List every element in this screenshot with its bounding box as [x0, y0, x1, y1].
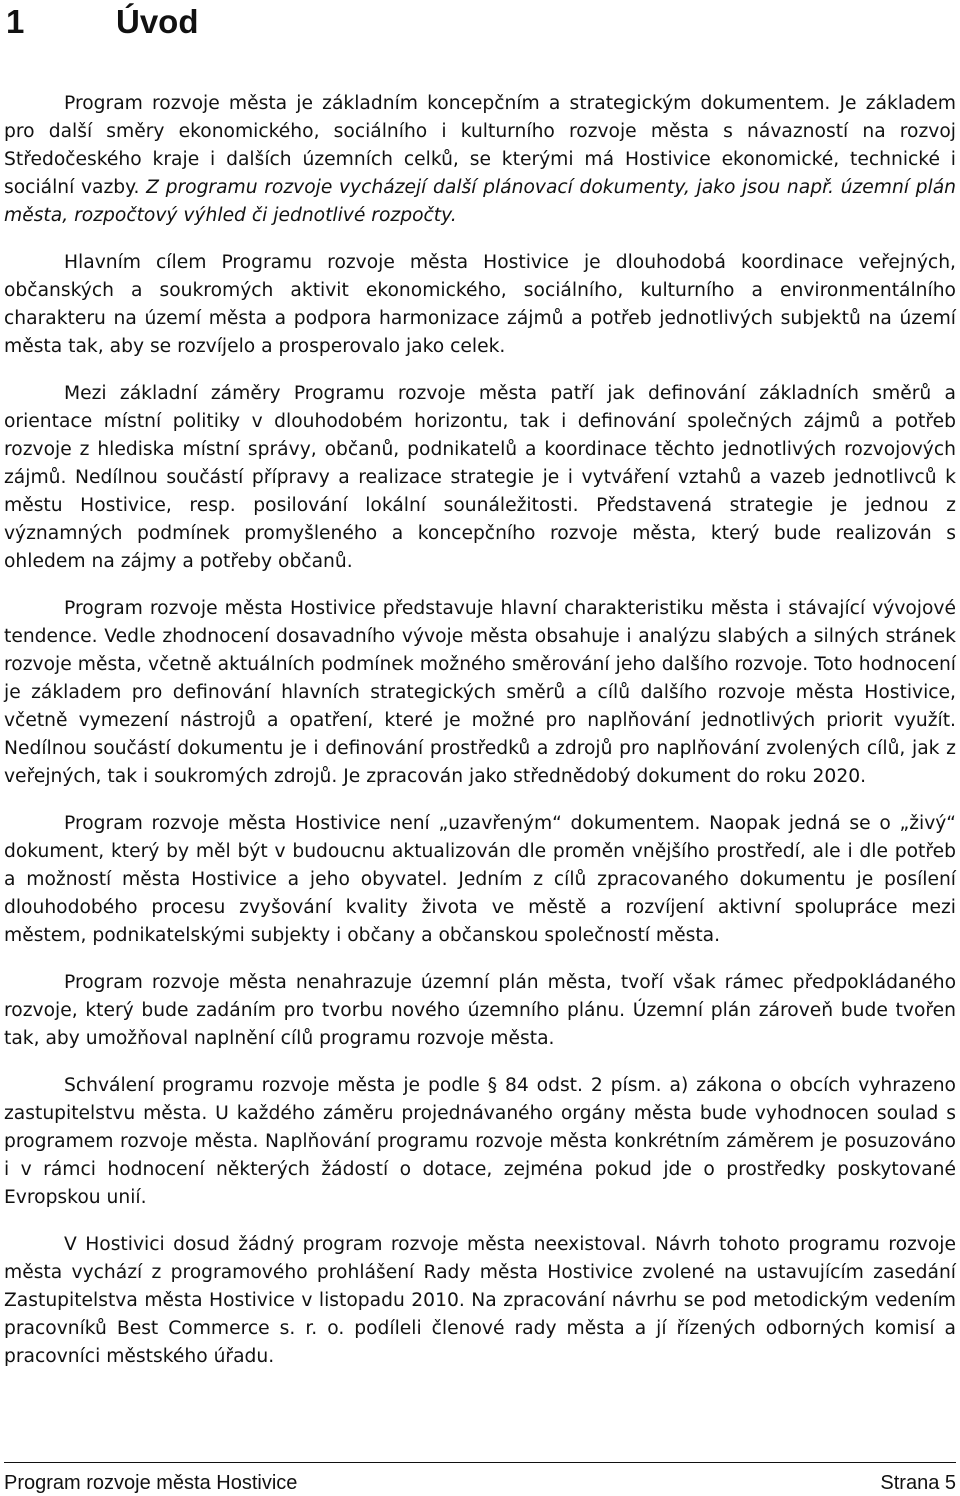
footer-page-number: Strana 5	[880, 1472, 956, 1494]
paragraph-basic-intentions: Mezi základní záměry Programu rozvoje města patří jak definování základních směrů a orientace místní politiky v dlouhodobém horizontu, tak i definování společných zájmů a potřeb rozvoje z hlediska místní správy, občanů, podnikatelů a koordinace těchto jednotlivých rozvojových zájmů. Nedílnou součástí přípravy a realizace strategie je i vytváření vztahů a vazeb jednotlivců k městu Hostivice, resp. posilování lokální sounáležitosti. Představená strategie je jednou z významných podmínek promyšleného a koncepčního rozvoje města, který bude realizován s ohledem na zájmy a potřeby občanů.	[4, 383, 956, 572]
footer-document-title: Program rozvoje města Hostivice	[4, 1472, 298, 1494]
paragraph-characteristics: Program rozvoje města Hostivice představuje hlavní charakteristiku města i stávající vývojové tendence. Vedle zhodnocení dosavadního vývoje města obsahuje i analýzu slabých a silných stránek rozvoje města, včetně aktuálních podmínek možného směrování jeho dalšího rozvoje. Toto hodnocení je základem pro definování hlavních strategických směrů a cílů dalšího rozvoje města Hostivice, včetně vymezení nástrojů a opatření, které je možné pro naplňování jednotlivých priorit využít. Nedílnou součástí dokumentu je i definování prostředků a zdrojů pro naplňování zvolených cílů, jak z veřejných, tak i soukromých zdrojů. Je zpracován jako střednědobý dokument do roku 2020.	[4, 598, 956, 787]
document-body	[4, 90, 956, 1390]
paragraph-intro	[4, 90, 956, 230]
chapter-title: Úvod	[116, 3, 199, 40]
page-footer	[4, 1462, 956, 1494]
paragraph-intro-text: Program rozvoje města je základním koncepčním a strategickým dokumentem. Je základem pro další směry ekonomického, sociálního i kulturního rozvoje města s návazností na rozvoj Středočeského kraje i dalších územních celků, se kterými má Hostivice ekonomické, technické i sociální vazby.	[4, 93, 956, 198]
paragraph-approval: Schválení programu rozvoje města je podle § 84 odst. 2 písm. a) zákona o obcích vyhrazeno zastupitelstvu města. U každého záměru projednávaného orgány města bude vyhodnocen soulad s programem rozvoje města. Naplňování programu rozvoje města konkrétním záměrem je posuzováno i v rámci hodnocení některých žádostí o dotace, zejména pokud jde o prostředky poskytované Evropskou unií.	[4, 1075, 956, 1208]
chapter-heading	[6, 2, 199, 42]
chapter-number: 1	[6, 3, 25, 40]
paragraph-living-document: Program rozvoje města Hostivice není „uzavřeným“ dokumentem. Naopak jedná se o „živý“ dokument, který by měl být v budoucnu aktualizován dle proměn vnějšího prostředí, ale i dle potřeb a možností města Hostivice a jeho obyvatel. Jedním z cílů zpracovaného dokumentu je posílení dlouhodobého procesu zvyšování kvality života ve městě a rozvíjení aktivní spolupráce mezi městem, podnikatelskými subjekty i občany a občanskou společností města.	[4, 813, 956, 946]
paragraph-main-goal: Hlavním cílem Programu rozvoje města Hostivice je dlouhodobá koordinace veřejných, občanských a soukromých aktivit ekonomického, sociálního, kulturního a environmentálního charakteru na území města a podpora harmonizace zájmů a potřeb jednotlivých subjektů na území města tak, aby se rozvíjelo a prosperovalo jako celek.	[4, 252, 956, 357]
paragraph-land-use-plan: Program rozvoje města nenahrazuje územní plán města, tvoří však rámec předpokládaného rozvoje, který bude zadáním pro tvorbu nového územního plánu. Územní plán zároveň bude tvořen tak, aby umožňoval naplnění cílů programu rozvoje města.	[4, 972, 956, 1049]
paragraph-history: V Hostivici dosud žádný program rozvoje města neexistoval. Návrh tohoto programu rozvoje města vychází z programového prohlášení Rady města Hostivice zvolené na ustavujícím zasedání Zastupitelstva města Hostivice v listopadu 2010. Na zpracování návrhu se pod metodickým vedením pracovníků Best Commerce s. r. o. podíleli členové rady města a jí řízených odborných komisí a pracovníci městského úřadu.	[4, 1234, 956, 1367]
paragraph-intro-planning-text: Z programu rozvoje vycházejí další plánovací dokumenty, jako jsou např. územní plán města, rozpočtový výhled či jednotlivé rozpočty.	[4, 177, 956, 226]
